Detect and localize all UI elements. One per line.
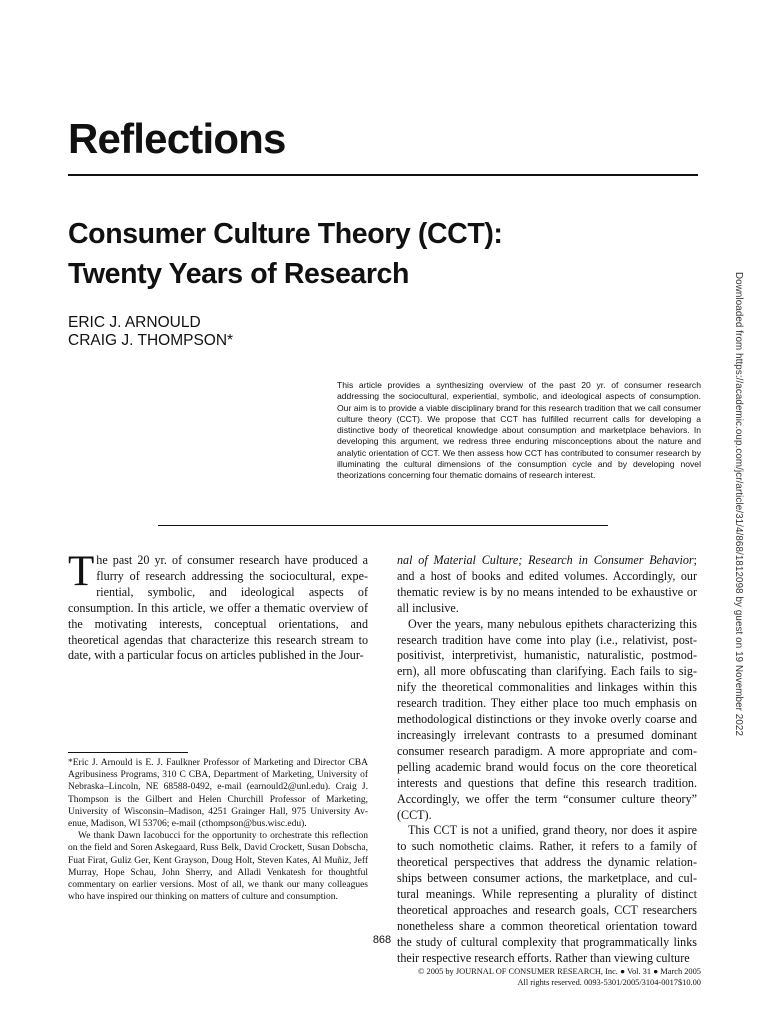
body-paragraph-3: This CCT is not a unified, grand theory, nor does it aspire to such nomothetic claims. Rather, it refers to a family of theoretical perspectives that address the dynamic relationships between consumer actions, the marketplace, and cultural meanings. While representing a plurality of distinct theoretical approaches and research goals, CCT researchers nonetheless share a common theoretical orientation toward the study of cultural complexity that programmatically links their respective research efforts. Rather than viewing culture <box>397 823 697 965</box>
footnote-affiliations: *Eric J. Arnould is E. J. Faulkner Professor of Marketing and Director CBA Agribusiness Programs, 310 C CBA, Department of Marketing, University of Nebraska–Lincoln, NE 68588-0492, e-mail (earnould2@unl.edu). Craig J. Thompson is the Gilbert and Helen Churchill Professor of Marketing, University of Wisconsin–Madison, 4251 Grainger Hall, 975 University Avenue, Madison, WI 53706; e-mail (cthompson@bus.wisc.edu). <box>68 758 368 830</box>
abstract-rule <box>158 525 608 526</box>
page-number: 868 <box>372 934 392 946</box>
heading-rule <box>68 174 698 176</box>
article-title <box>68 214 503 294</box>
author-name: CRAIG J. THOMPSON* <box>68 332 234 349</box>
body-column-right <box>397 553 697 965</box>
article-title-line-1: Consumer Culture Theory (CCT): <box>68 218 503 250</box>
body-column-left <box>68 548 368 750</box>
article-title-line-2: Twenty Years of Research <box>68 258 410 290</box>
intro-continuation-italic: nal of Material Culture; Research in Consumer Behavior <box>397 553 694 567</box>
footnote-acknowledgments: We thank Dawn Iacobucci for the opportunity to orchestrate this reflection on the field and Soren Askegaard, Russ Belk, David Crockett, Susan Dobscha, Fuat Firat, Guliz Ger, Kent Grayson, Doug Holt, Steven Kates, Al Muñiz, Jeff Murray, Hope Schau, John Sherry, and Alladi Venkatesh for thoughtful commentary on earlier versions. Most of all, we thank our many colleagues who have inspired our thinking on matters of culture and consumption. <box>68 831 368 903</box>
copyright-line: All rights reserved. 0093-5301/2005/3104-0017$10.00 <box>517 978 701 987</box>
author-list <box>68 314 233 350</box>
intro-paragraph <box>68 548 368 750</box>
copyright-line: © 2005 by JOURNAL OF CONSUMER RESEARCH, Inc. ● Vol. 31 ● March 2005 <box>418 967 701 976</box>
section-heading: Reflections <box>68 115 286 162</box>
intro-text: he past 20 yr. of consumer research have produced a flurry of research addressing the sociocultural, experiential, symbolic, and ideological aspects of consumption. In this article, we offer a thematic overview of the motivating interests, conceptual orientations, and theoretical agendas that characterize this research stream to date, with a particular focus on articles published in the Jour- <box>68 553 368 663</box>
drop-cap: T <box>68 548 95 595</box>
copyright-notice <box>300 966 701 988</box>
abstract: This article provides a synthesizing overview of the past 20 yr. of consumer research addressing the sociocultural, experiential, symbolic, and ideological aspects of consumption. Our aim is to provide a viable disciplinary brand for this research tradition that we call consumer culture theory (CCT). We propose that CCT has fulfilled recurrent calls for developing a distinctive body of theoretical knowledge about consumption and marketplace behaviors. In developing this argument, we redress three enduring misconceptions about the nature and analytic orientation of CCT. We then assess how CCT has contributed to consumer research by illuminating the cultural dimensions of the consumption cycle and by developing novel theorizations concerning four thematic domains of research interest. <box>337 380 701 481</box>
body-paragraph-2: Over the years, many nebulous epithets characterizing this research tradition have come into play (i.e., relativist, postpositivist, interpretivist, humanistic, naturalistic, postmodern), all more obfuscating than clarifying. Each fails to signify the theoretical commonalities and linkages within this research tradition. They either place too much emphasis on methodological distinctions or they invoke overly coarse and increasingly irrelevant contrasts to a presumed dominant consumer research paradigm. A more appropriate and compelling academic brand would focus on the core theoretical interests and questions that define this research tradition. Accordingly, we offer the term “consumer culture theory” (CCT). <box>397 616 697 822</box>
author-footnote <box>68 757 368 903</box>
author-name: ERIC J. ARNOULD <box>68 314 201 331</box>
intro-continuation: nal of Material Culture; Research in Consumer Behavior; and a host of books and edited volumes. Accordingly, our thematic review is by no means intended to be exhaustive or all inclusive. Over the years, many nebulous epithets characterizing this research tradition have come into play (i.e., relativist, postpositivist, interpretivist, humanistic, naturalistic, postmodern), all more obfuscating than clarifying. Each fails to signify the theoretical commonalities and linkages within this research tradition. They either place too much emphasis on methodological distinctions or they invoke overly coarse and increasingly irrelevant contrasts to a presumed dominant consumer research paradigm. A more appropriate and compelling academic brand would focus on the core theoretical interests and questions that define this research tradition. Accordingly, we offer the term “consumer culture theory” (CCT). This CCT is not a unified, grand theory, nor does it aspire to such nomothetic claims. Rather, it refers to a family of theoretical perspectives that address the dynamic relationships between consumer actions, the marketplace, and cultural meanings. While representing a plurality of distinct theoretical approaches and research goals, CCT researchers nonetheless share a common theoretical orientation toward the study of cultural complexity that programmatically links their respective research efforts. Rather than viewing culture <box>397 553 697 965</box>
download-watermark: Downloaded from https://academic.oup.com/jcr/article/31/4/868/1812098 by guest on 19 November 2022 <box>733 272 744 736</box>
footnote-rule <box>68 752 188 753</box>
